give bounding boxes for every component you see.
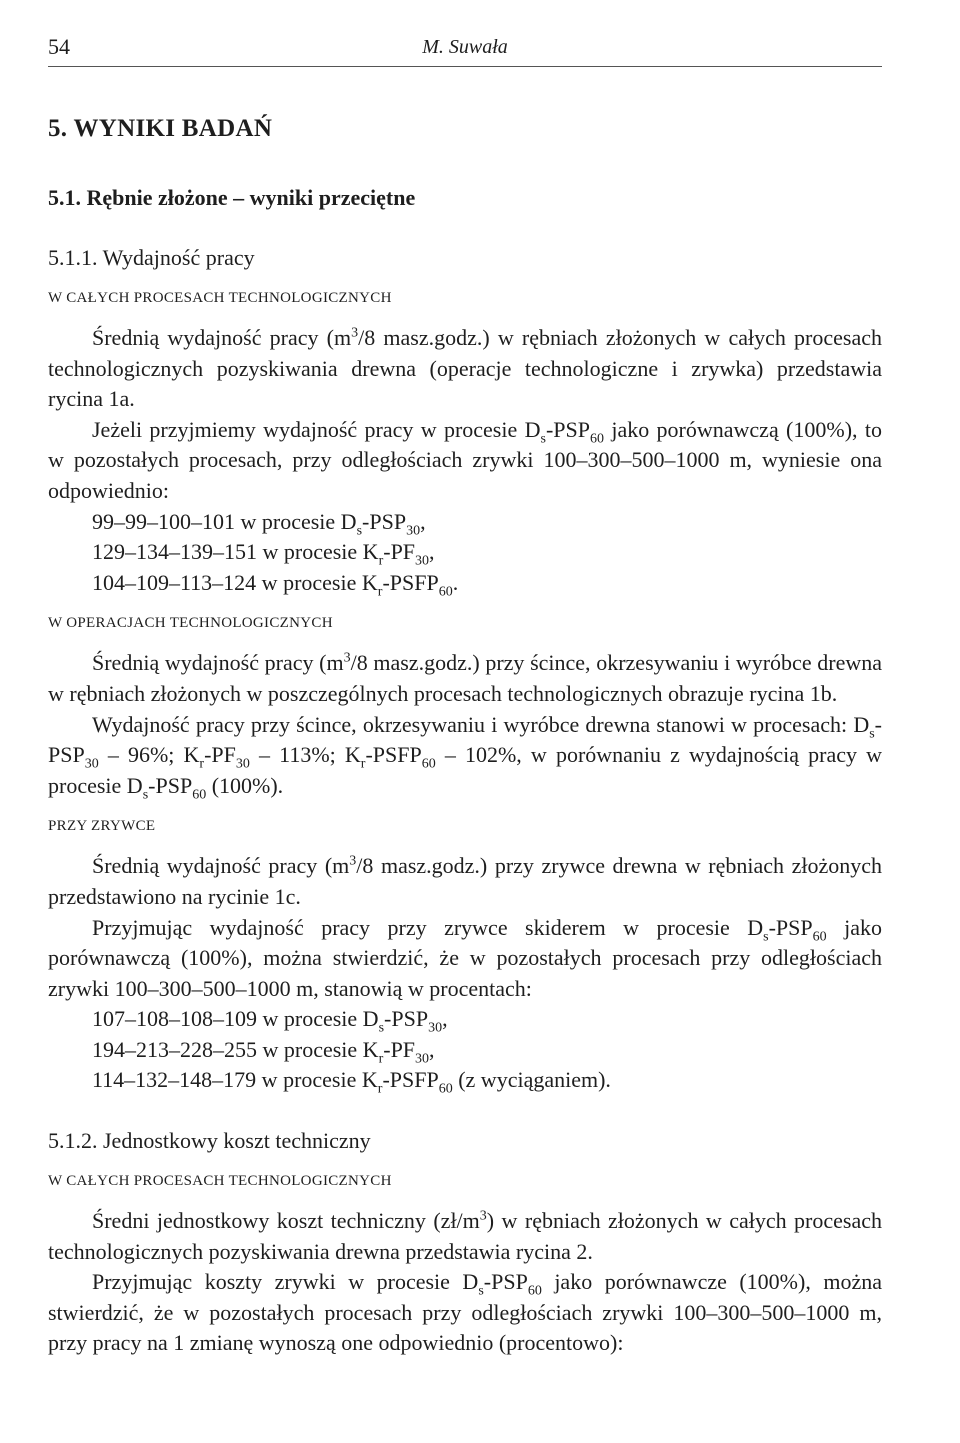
subsection-heading-511: 5.1.1. Wydajność pracy [48, 245, 255, 270]
caption-whole-processes-cost: W CAŁYCH PROCESACH TECHNOLOGICZNYCH [48, 1173, 392, 1190]
page [48, 26, 882, 1359]
running-head-author: M. Suwała [422, 36, 508, 58]
paragraph-cost-intro: Średni jednostkowy koszt techniczny $(zł/m^3)$ w rębniach złożonych w całych procesach technologicznych pozyskiwania drewna przedstawia rycina 2. [48, 1208, 882, 1264]
list-item: 99–99–100–101 w procesie $D_s-PSP_{30}$, [92, 508, 426, 538]
paragraph-productivity-comparison: Jeżeli przyjmiemy wydajność pracy w procesie $D_s-PSP_{60}$ jako porównawczą (100%), to w pozostałych procesach, przy odległościach zrywki 100–300–500–1000 m, wyniesie ona odpowiednio: [48, 416, 882, 503]
paragraph-skidding-intro: Średnią wydajność pracy ($m^3/8$ masz.godz.) przy zrywce drewna w rębniach złożonych przedstawiono na rycinie 1c. [48, 853, 882, 909]
paragraph-cost-comparison: Przyjmując koszty zrywki w procesie $D_s-PSP_{60}$ jako porównawcze (100%), można stwierdzić, że w pozostałych procesach przy odległościach zrywki 100–300–500–1000 m, przy pracy na 1 zmianę wynoszą one odpowiednio (procentowo): [48, 1269, 882, 1356]
paragraph-operations-intro: Średnią wydajność pracy ($m^3/8$ masz.godz.) przy ścince, okrzesywaniu i wyróbce drewna w rębniach złożonych w poszczególnych procesach technologicznych obrazuje rycina 1b. [48, 650, 882, 706]
list-item: 114–132–148–179 w procesie $K_r-PSFP_{60}$ (z wyciąganiem). [92, 1067, 611, 1097]
running-header [48, 26, 882, 67]
caption-whole-processes: W CAŁYCH PROCESACH TECHNOLOGICZNYCH [48, 290, 392, 306]
page-number: 54 [48, 34, 70, 59]
paragraph-skidding-comparison: Przyjmując wydajność pracy przy zrywce skiderem w procesie $D_s-PSP_{60}$ jako porównawczą (100%), można stwierdzić, że w pozostałych procesach przy odległościach zrywki 100–300–500–1000 m, stanowią w procentach: [48, 914, 882, 1001]
list-item: 107–108–108–109 w procesie $D_s-PSP_{30}$, [92, 1006, 448, 1036]
caption-skidding: PRZY ZRYWCE [48, 818, 156, 835]
subsection-heading-512: 5.1.2. Jednostkowy koszt techniczny [48, 1128, 371, 1154]
list-item: 129–134–139–151 w procesie $K_r-PF_{30}$, [92, 539, 435, 569]
caption-operations: W OPERACJACH TECHNOLOGICZNYCH [48, 615, 333, 632]
chapter-heading: 5. WYNIKI BADAŃ [48, 115, 273, 142]
paragraph-productivity-intro: Średnią wydajność pracy ($m^3/8$ masz.godz.) w rębniach złożonych w całych procesach technologicznych pozyskiwania drewna (operacje technologiczne i zrywka) przedstawia rycina 1a. [48, 325, 882, 412]
paragraph-operations-percentages: Wydajność pracy przy ścince, okrzesywaniu i wyróbce drewna stanowi w procesach: $D_s-PSP_{30} - 96\%$; $K_r-PF_{30} - 113\%$; $K_r-PSFP_{60} - 102\%$, w porównaniu z wydajnością pracy w procesie $D_s-PSP_{60}$ (100%). [48, 711, 883, 803]
section-heading: 5.1. Rębnie złożone – wyniki przeciętne [48, 185, 416, 210]
list-item: 194–213–228–255 w procesie $K_r-PF_{30}$, [92, 1036, 435, 1067]
list-item: 104–109–113–124 w procesie $K_r-PSFP_{60}$. [92, 569, 459, 600]
